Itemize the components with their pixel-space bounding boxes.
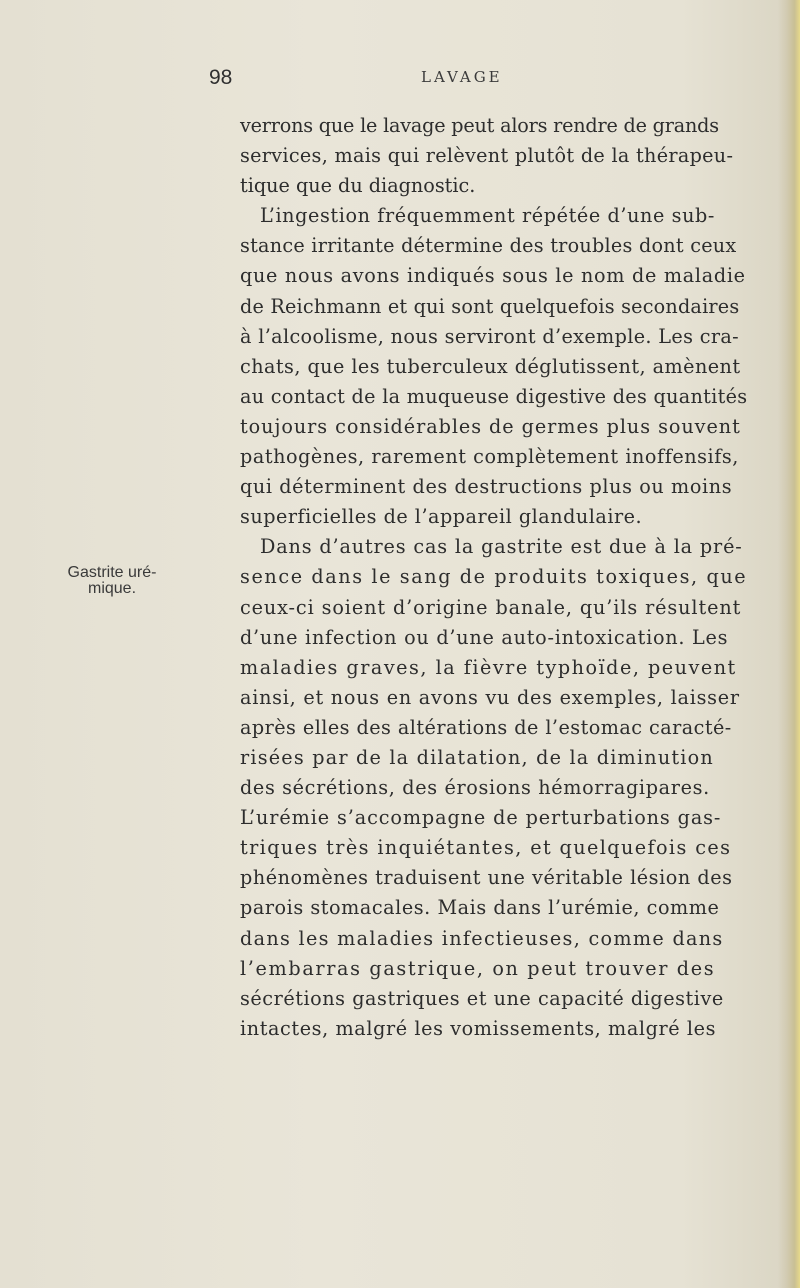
body-line: à l’alcoolisme, nous serviront d’exemple. Les cra- (240, 324, 739, 348)
body-line: sécrétions gastriques et une capacité digestive (240, 986, 724, 1010)
body-line: L’urémie s’accompagne de perturbations gas- (240, 806, 722, 830)
body-line: toujours considérables de germes plus souvent (240, 414, 741, 438)
body-line: parois stomacales. Mais dans l’urémie, comme (240, 896, 720, 920)
body-line: des sécrétions, des érosions hémorragipares. (240, 776, 710, 800)
body-line: chats, que les tuberculeux déglutissent, amènent (240, 354, 741, 378)
body-line: stance irritante détermine des troubles dont ceux (240, 234, 737, 258)
body-line: triques très inquiétantes, et quelquefois ces (240, 836, 732, 860)
margin-note-line: Gastrite uré- (67, 564, 157, 581)
body-line: au contact de la muqueuse digestive des quantités (240, 384, 748, 408)
body-line: risées par de la dilatation, de la diminution (240, 745, 714, 769)
body-line: maladies graves, la fièvre typhoïde, peuvent (240, 655, 737, 679)
page-edge (778, 0, 800, 1288)
body-line: services, mais qui relèvent plutôt de la thérapeu- (240, 144, 734, 168)
body-line: qui déterminent des destructions plus ou moins (240, 475, 733, 499)
body-line: l’embarras gastrique, on peut trouver des (240, 956, 716, 980)
body-line: de Reichmann et qui sont quelquefois secondaires (240, 294, 740, 318)
body-line: Dans d’autres cas la gastrite est due à la pré- (260, 535, 743, 559)
body-line: d’une infection ou d’une auto-intoxication. Les (240, 625, 729, 649)
body-line: verrons que le lavage peut alors rendre de grands (240, 114, 719, 137)
body-text (240, 111, 780, 1044)
margin-note-line: mique. (87, 580, 137, 597)
running-head: LAVAGE (421, 68, 503, 86)
body-line: tique que du diagnostic. (240, 174, 476, 198)
body-line: intactes, malgré les vomissements, malgré les (240, 1016, 717, 1040)
body-line: après elles des altérations de l’estomac caracté- (240, 715, 732, 739)
margin-note (52, 565, 172, 597)
body-line: phénomènes traduisent une véritable lésion des (240, 866, 733, 890)
page-number: 98 (209, 66, 233, 89)
body-line: que nous avons indiqués sous le nom de maladie (240, 264, 746, 288)
body-line: L’ingestion fréquemment répétée d’une sub- (260, 204, 716, 228)
page-header (0, 66, 800, 96)
body-line: dans les maladies infectieuses, comme dans (240, 926, 724, 950)
body-line: ceux-ci soient d’origine banale, qu’ils résultent (240, 595, 742, 619)
body-line: ainsi, et nous en avons vu des exemples, laisser (240, 685, 740, 709)
body-line: sence dans le sang de produits toxiques, que (240, 565, 748, 589)
body-line: superficielles de l’appareil glandulaire. (240, 505, 643, 529)
body-line: pathogènes, rarement complètement inoffensifs, (240, 445, 739, 469)
